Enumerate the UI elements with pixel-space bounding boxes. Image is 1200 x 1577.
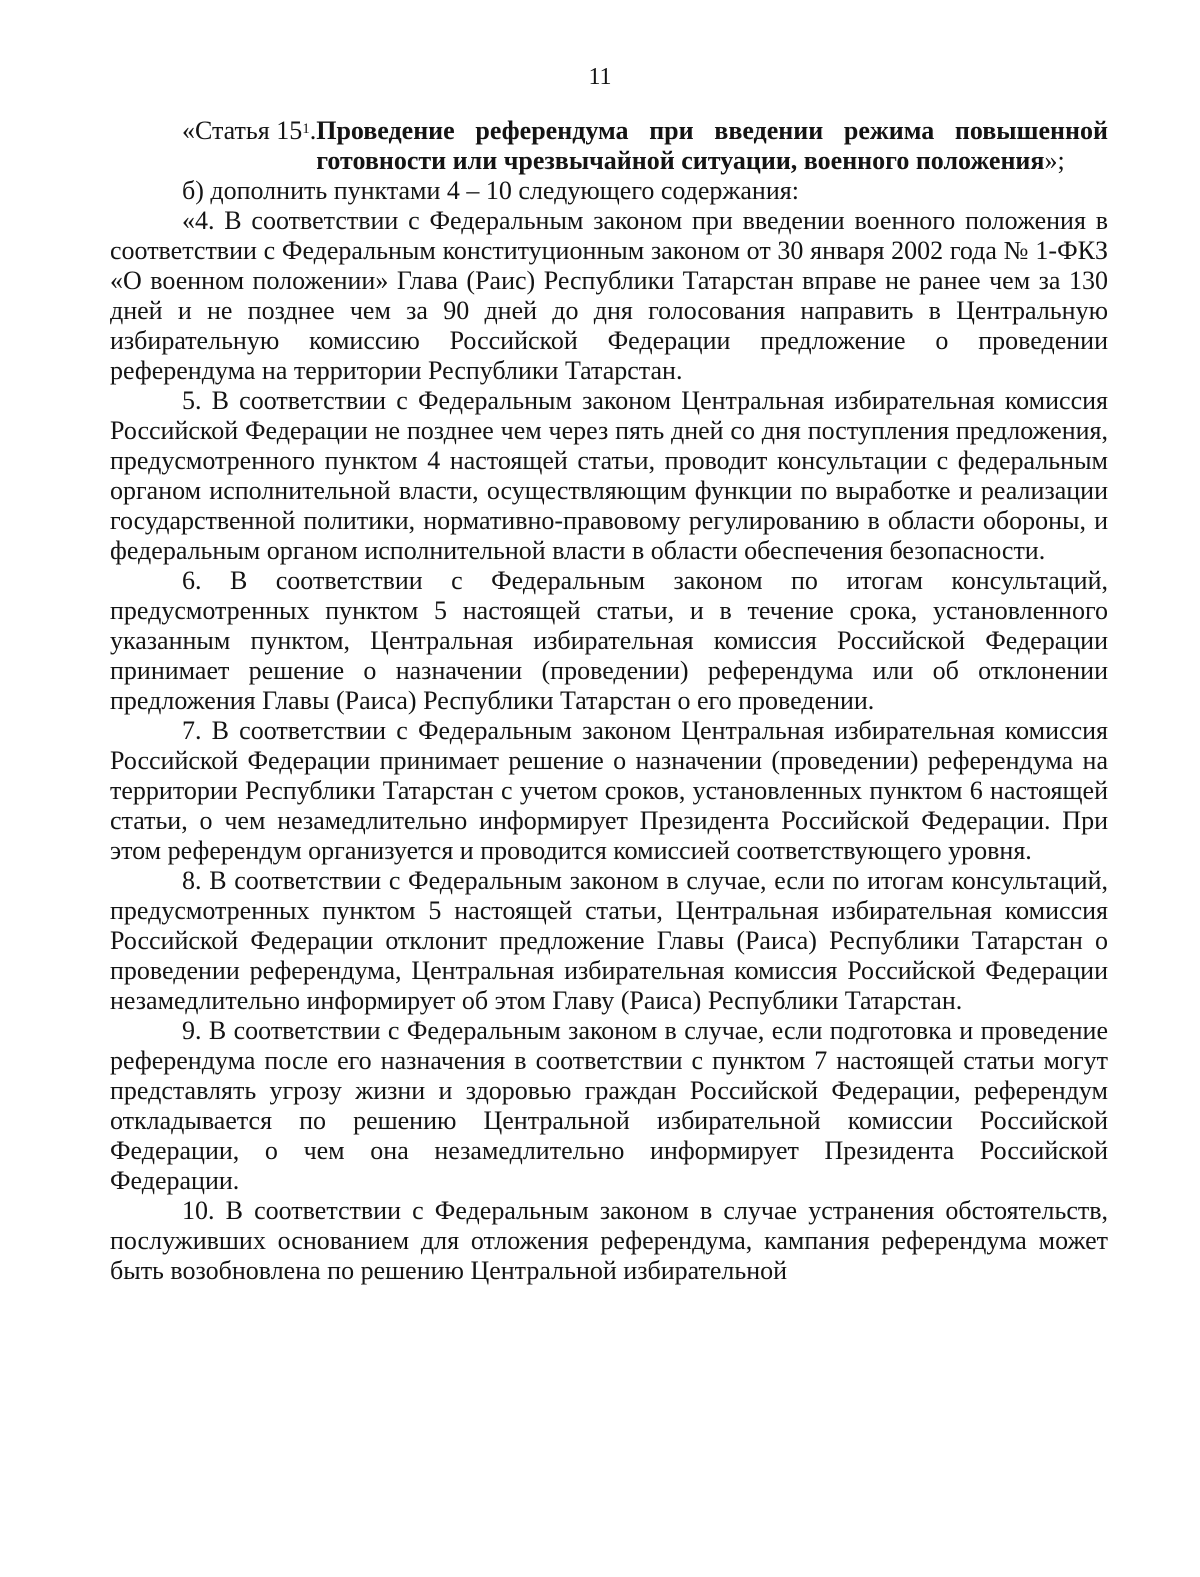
article-title-text: Проведение референдума при введении режима повышенной готовности или чрезвычайной ситуации, военного положения [316, 116, 1108, 175]
page-number: 11 [588, 64, 612, 90]
article-label [182, 116, 316, 146]
paragraph-item-4: «4. В соответствии с Федеральным законом при введении военного положения в соответствии с Федеральным конституционным законом от 30 января 2002 года № 1-ФКЗ «О военном положении» Глава (Раис) Республики Татарстан вправе не ранее чем за 130 дней и не позднее чем за 90 дней до дня голосования направить в Центральную избирательную комиссию Российской Федерации предложение о проведении референдума на территории Республики Татарстан. [110, 206, 1108, 385]
paragraph-item-8: 8. В соответствии с Федеральным законом в случае, если по итогам консультаций, предусмотренных пунктом 5 настоящей статьи, Центральная избирательная комиссия Российской Федерации отклонит предложение Главы (Раиса) Республики Татарстан о проведении референдума, Центральная избирательная комиссия Российской Федерации незамедлительно информирует об этом Главу (Раиса) Республики Татарстан. [110, 866, 1108, 1015]
article-title-closing: »; [1044, 146, 1065, 175]
article-label-text: «Статья 15 [182, 116, 303, 145]
paragraph-item-5: 5. В соответствии с Федеральным законом Центральная избирательная комиссия Российской Федерации не позднее чем через пять дней со дня поступления предложения, предусмотренного пунктом 4 настоящей статьи, проводит консультации с федеральным органом исполнительной власти, осуществляющим функции по выработке и реализации государственной политики, нормативно-правовому регулированию в области обороны, и федеральным органом исполнительной власти в области обеспечения безопасности. [110, 386, 1108, 565]
paragraph-item-10: 10. В соответствии с Федеральным законом в случае устранения обстоятельств, послуживших основанием для отложения референдума, кампания референдума может быть возобновлена по решению Центральной избирательной [110, 1196, 1108, 1285]
article-label-suffix: . [309, 116, 317, 145]
paragraph-item-9: 9. В соответствии с Федеральным законом в случае, если подготовка и проведение референдума после его назначения в соответствии с пунктом 7 настоящей статьи могут представлять угрозу жизни и здоровью граждан Российской Федерации, референдум откладывается по решению Центральной избирательной комиссии Российской Федерации, о чем она незамедлительно информирует Президента Российской Федерации. [110, 1016, 1108, 1195]
document-body [110, 116, 1108, 1286]
paragraph-item-7: 7. В соответствии с Федеральным законом Центральная избирательная комиссия Российской Федерации принимает решение о назначении (проведении) референдума на территории Республики Татарстан с учетом сроков, установленных пунктом 6 настоящей статьи, о чем незамедлительно информирует Президента Российской Федерации. При этом референдум организуется и проводится комиссией соответствующего уровня. [110, 716, 1108, 865]
paragraph-amendment-intro: б) дополнить пунктами 4 – 10 следующего содержания: [182, 176, 799, 205]
article-title [316, 116, 1108, 176]
article-number-superscript: 1 [302, 121, 310, 137]
article-heading [182, 116, 1108, 176]
paragraph-item-6: 6. В соответствии с Федеральным законом по итогам консультаций, предусмотренных пунктом 5 настоящей статьи, и в течение срока, установленного указанным пунктом, Центральная избирательная комиссия Российской Федерации принимает решение о назначении (проведении) референдума или об отклонении предложения Главы (Раиса) Республики Татарстан о его проведении. [110, 566, 1108, 715]
